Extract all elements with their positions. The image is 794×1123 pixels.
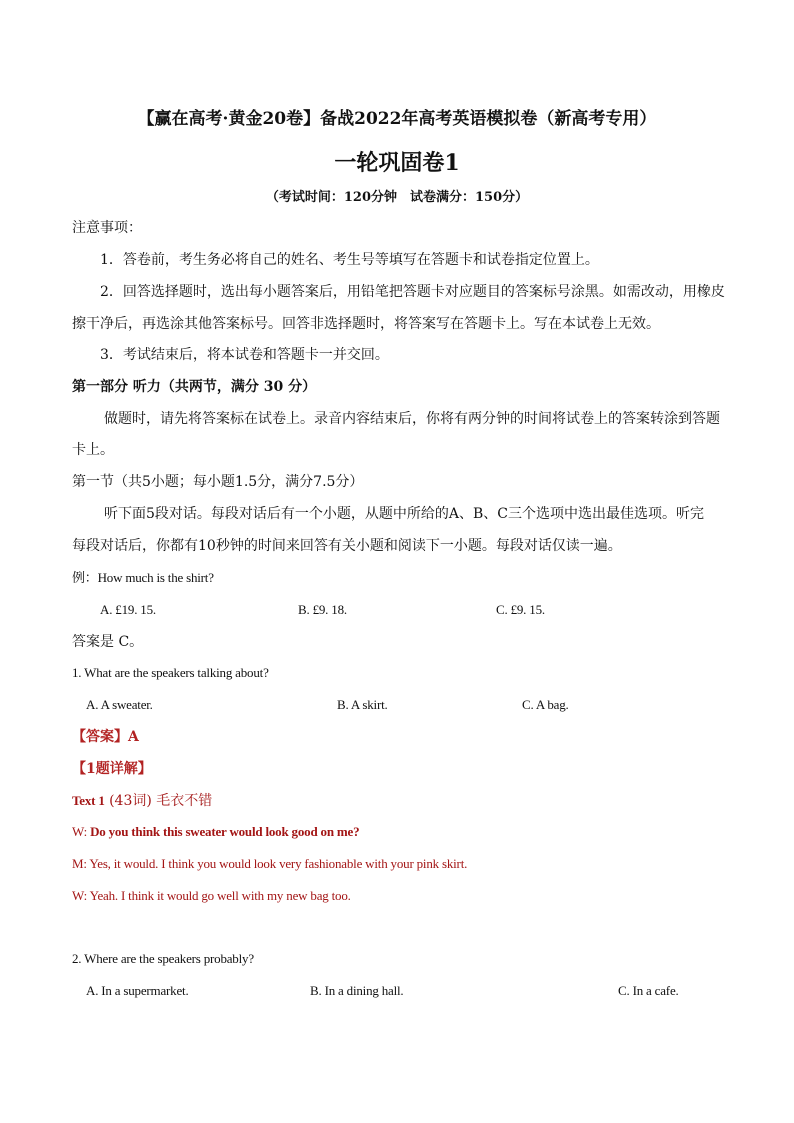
example-option-b: B. £9. 18. [298,602,347,617]
example-option-a: A. £19. 15. [100,602,156,617]
section1-intro-line-1: 听下面5段对话。每段对话后有一个小题，从题中所给的A、B、C三个选项中选出最佳选项。听完 [104,506,705,522]
question-1-detail-label: 【1题详解】 [72,761,152,777]
question-1-option-c: C. A bag. [522,697,569,712]
dialogue-speaker: W: [72,888,87,903]
text-1-meta: (43词) 毛衣不错 [109,793,213,809]
dialogue-text: Do you think this sweater would look good on me? [90,824,360,839]
question-1-option-b: B. A skirt. [337,697,388,712]
part1-heading: 第一部分 听力（共两节，满分 30 分） [72,379,317,395]
question-2-option-c: C. In a cafe. [618,983,679,998]
dialogue-speaker: W: [72,824,87,839]
example-question: 例：How much is the shirt? [72,570,214,585]
question-2: 2. Where are the speakers probably? [72,951,254,966]
question-1-option-a: A. A sweater. [86,697,153,712]
dialogue-text: Yes, it would. I think you would look very fashionable with your pink skirt. [89,856,468,871]
question-1: 1. What are the speakers talking about? [72,665,269,680]
example-answer: 答案是 C。 [72,634,144,650]
part1-intro-line-2: 卡上。 [72,442,114,458]
notice-item-2-line-1: 2．回答选择题时，选出每小题答案后，用铅笔把答题卡对应题目的答案标号涂黑。如需改动，用橡皮 [100,284,725,300]
question-1-answer: 【答案】A [72,729,139,745]
notice-item-1: 1．答卷前，考生务必将自己的姓名、考生号等填写在答题卡和试卷指定位置上。 [100,252,599,268]
notice-item-2-line-2: 擦干净后，再选涂其他答案标号。回答非选择题时，将答案写在答题卡上。写在本试卷上无效。 [72,316,660,332]
question-2-option-b: B. In a dining hall. [310,983,404,998]
dialogue-line-1 [72,823,359,841]
exam-info: （考试时间：120分钟 试卷满分：150分） [265,190,529,205]
notice-heading: 注意事项： [72,220,142,236]
question-2-option-a: A. In a supermarket. [86,983,189,998]
example-option-c: C. £9. 15. [496,602,545,617]
dialogue-speaker: M: [72,856,87,871]
dialogue-line-2 [72,855,467,873]
exam-subtitle: 一轮巩固卷1 [334,150,460,176]
section1-intro-line-2: 每段对话后，你都有10秒钟的时间来回答有关小题和阅读下一小题。每段对话仅读一遍。 [72,538,622,554]
dialogue-line-3 [72,887,351,905]
notice-item-3: 3．考试结束后，将本试卷和答题卡一并交回。 [100,347,389,363]
exam-title: 【赢在高考·黄金20卷】备战2022年高考英语模拟卷（新高考专用） [137,109,657,129]
text-1-header [72,792,212,810]
part1-intro-line-1: 做题时，请先将答案标在试卷上。录音内容结束后，你将有两分钟的时间将试卷上的答案转涂到答题 [104,411,720,427]
dialogue-text: Yeah. I think it would go well with my new bag too. [89,888,351,903]
section1-heading: 第一节（共5小题；每小题1.5分，满分7.5分） [72,474,364,490]
text-1-label: Text 1 [72,793,105,808]
